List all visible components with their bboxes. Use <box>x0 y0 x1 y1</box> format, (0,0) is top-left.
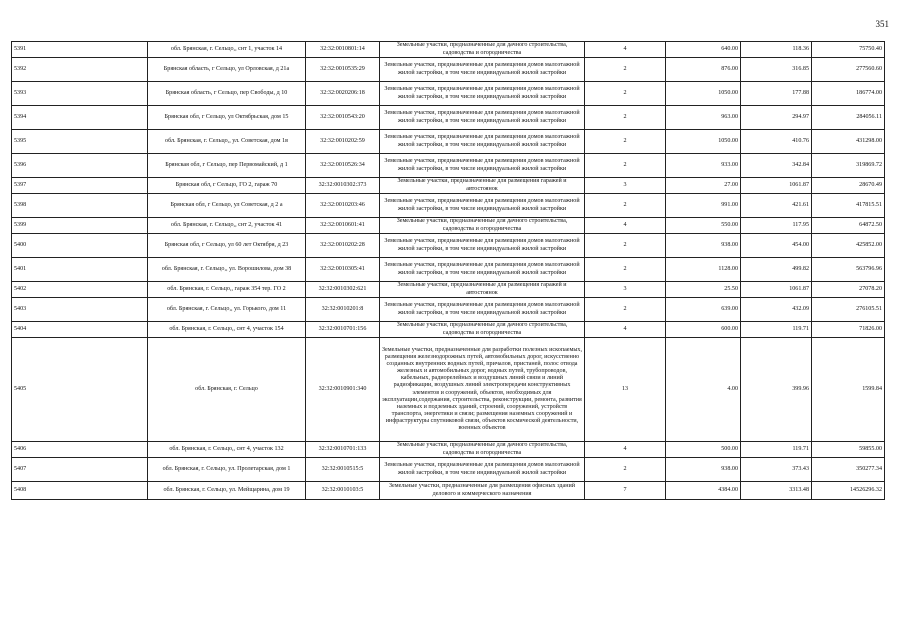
specific-value-cell: 454.00 <box>741 234 812 258</box>
specific-value-cell: 119.71 <box>741 442 812 458</box>
group-code-cell: 4 <box>585 42 666 58</box>
area-cell: 25.50 <box>666 282 741 298</box>
land-use-cell: Земельные участки, предназначенные для разработки полезных ископаемых, размещения железнодорожных путей, автомобильных дорог, искусственно созданных внутренних водных путей, причалов, пристаней, полос отвода железных и автомобильных дорог, водных путей, трубопроводов, кабельных, радиорелейных и воздушных линий связи и линий радиофикации, воздушных линий электропередачи конструктивных элементов и сооружений, объектов, необходимых для эксплуатации,содержания, строительства, реконструкции, ремонта, развития наземных и подземных зданий, строений, сооружений, устройств транспорта, энергетики и связи; размещения наземных сооружений и инфраструктуры спутниковой связи, объектов космической деятельности, военных объектов <box>380 338 585 442</box>
land-use-cell: Земельные участки, предназначенные для дачного строительства, садоводства и огородничества <box>380 218 585 234</box>
area-cell: 938.00 <box>666 234 741 258</box>
address-cell: обл. Брянская, г. Сельцо,, снт 4, участок 132 <box>148 442 306 458</box>
specific-value-cell: 316.85 <box>741 58 812 82</box>
land-use-cell: Земельные участки, предназначенные для размещения домов малоэтажной жилой застройки, в том числе индивидуальной жилой застройки <box>380 130 585 154</box>
row-number-cell: 5408 <box>12 482 148 500</box>
table-body <box>12 42 885 500</box>
specific-value-cell: 177.88 <box>741 82 812 106</box>
table-row <box>12 482 885 500</box>
land-use-cell: Земельные участки, предназначенные для размещения домов малоэтажной жилой застройки, в том числе индивидуальной жилой застройки <box>380 194 585 218</box>
address-cell: Брянская область, г Сельцо, ул Орловская, д 21а <box>148 58 306 82</box>
table-row <box>12 442 885 458</box>
specific-value-cell: 399.96 <box>741 338 812 442</box>
area-cell: 938.00 <box>666 458 741 482</box>
table-row <box>12 322 885 338</box>
area-cell: 933.00 <box>666 154 741 178</box>
cadastral-number-cell: 32:32:0010526:34 <box>306 154 380 178</box>
cadastral-value-cell: 64872.50 <box>812 218 885 234</box>
row-number-cell: 5391 <box>12 42 148 58</box>
table-row <box>12 282 885 298</box>
land-use-cell: Земельные участки, предназначенные для размещения домов малоэтажной жилой застройки, в том числе индивидуальной жилой застройки <box>380 106 585 130</box>
cadastral-value-cell: 425852.00 <box>812 234 885 258</box>
address-cell: обл. Брянская, г. Сельцо, ул. Мейщарина, дом 19 <box>148 482 306 500</box>
specific-value-cell: 432.09 <box>741 298 812 322</box>
address-cell: Брянская обл, г Сельцо, ул Октябрьская, дом 15 <box>148 106 306 130</box>
row-number-cell: 5395 <box>12 130 148 154</box>
cadastral-value-cell: 28670.49 <box>812 178 885 194</box>
cadastral-number-cell: 32:32:0020206:18 <box>306 82 380 106</box>
specific-value-cell: 421.61 <box>741 194 812 218</box>
land-use-cell: Земельные участки, предназначенные для размещения домов малоэтажной жилой застройки, в том числе индивидуальной жилой застройки <box>380 458 585 482</box>
area-cell: 600.00 <box>666 322 741 338</box>
group-code-cell: 2 <box>585 458 666 482</box>
cadastral-value-cell: 1599.84 <box>812 338 885 442</box>
group-code-cell: 13 <box>585 338 666 442</box>
cadastral-value-cell: 350277.34 <box>812 458 885 482</box>
row-number-cell: 5404 <box>12 322 148 338</box>
land-use-cell: Земельные участки, предназначенные для дачного строительства, садоводства и огородничества <box>380 322 585 338</box>
area-cell: 27.00 <box>666 178 741 194</box>
table-row <box>12 458 885 482</box>
group-code-cell: 2 <box>585 58 666 82</box>
cadastral-value-cell: 14526296.32 <box>812 482 885 500</box>
address-cell: обл. Брянская, г. Сельцо,, гараж 354 тер. ГО 2 <box>148 282 306 298</box>
land-use-cell: Земельные участки, предназначенные для дачного строительства, садоводства и огородничества <box>380 442 585 458</box>
row-number-cell: 5405 <box>12 338 148 442</box>
land-use-cell: Земельные участки, предназначенные для размещения домов малоэтажной жилой застройки, в том числе индивидуальной жилой застройки <box>380 82 585 106</box>
group-code-cell: 2 <box>585 258 666 282</box>
table-row <box>12 154 885 178</box>
group-code-cell: 2 <box>585 298 666 322</box>
group-code-cell: 2 <box>585 82 666 106</box>
row-number-cell: 5403 <box>12 298 148 322</box>
cadastral-value-cell: 277560.60 <box>812 58 885 82</box>
land-use-cell: Земельные участки, предназначенные для размещения офисных зданий делового и коммерческого назначения <box>380 482 585 500</box>
address-cell: Брянская обл, г Сельцо, ул 60 лет Октября, д 23 <box>148 234 306 258</box>
address-cell: обл. Брянская, г. Сельцо,, снт 2, участок 41 <box>148 218 306 234</box>
cadastral-number-cell: 32:32:0010601:41 <box>306 218 380 234</box>
cadastral-value-cell: 75750.40 <box>812 42 885 58</box>
cadastral-value-cell: 27078.20 <box>812 282 885 298</box>
table-row <box>12 130 885 154</box>
land-use-cell: Земельные участки, предназначенные для размещения гаражей и автостоянок <box>380 178 585 194</box>
specific-value-cell: 118.36 <box>741 42 812 58</box>
cadastral-value-cell: 276105.51 <box>812 298 885 322</box>
group-code-cell: 2 <box>585 194 666 218</box>
row-number-cell: 5400 <box>12 234 148 258</box>
cadastral-number-cell: 32:32:0010103:5 <box>306 482 380 500</box>
row-number-cell: 5396 <box>12 154 148 178</box>
area-cell: 1128.00 <box>666 258 741 282</box>
land-use-cell: Земельные участки, предназначенные для размещения гаражей и автостоянок <box>380 282 585 298</box>
address-cell: обл. Брянская, г. Сельцо,, ул. Советская, дом 1в <box>148 130 306 154</box>
cadastral-value-cell: 431298.00 <box>812 130 885 154</box>
area-cell: 1050.00 <box>666 130 741 154</box>
row-number-cell: 5393 <box>12 82 148 106</box>
cadastral-number-cell: 32:32:0010305:41 <box>306 258 380 282</box>
cadastral-number-cell: 32:32:0010515:5 <box>306 458 380 482</box>
land-use-cell: Земельные участки, предназначенные для размещения домов малоэтажной жилой застройки, в том числе индивидуальной жилой застройки <box>380 58 585 82</box>
area-cell: 640.00 <box>666 42 741 58</box>
table-row <box>12 58 885 82</box>
cadastral-value-cell: 71826.00 <box>812 322 885 338</box>
table-row <box>12 298 885 322</box>
table-row <box>12 178 885 194</box>
table-row <box>12 194 885 218</box>
cadastral-value-cell: 319869.72 <box>812 154 885 178</box>
group-code-cell: 4 <box>585 218 666 234</box>
area-cell: 991.00 <box>666 194 741 218</box>
row-number-cell: 5392 <box>12 58 148 82</box>
land-use-cell: Земельные участки, предназначенные для размещения домов малоэтажной жилой застройки, в том числе индивидуальной жилой застройки <box>380 234 585 258</box>
group-code-cell: 7 <box>585 482 666 500</box>
specific-value-cell: 410.76 <box>741 130 812 154</box>
cadastral-number-cell: 32:32:0010543:20 <box>306 106 380 130</box>
group-code-cell: 2 <box>585 234 666 258</box>
table-row <box>12 218 885 234</box>
row-number-cell: 5398 <box>12 194 148 218</box>
group-code-cell: 4 <box>585 322 666 338</box>
cadastral-value-cell: 186774.00 <box>812 82 885 106</box>
cadastral-number-cell: 32:32:0010535:29 <box>306 58 380 82</box>
cadastral-value-cell: 59855.00 <box>812 442 885 458</box>
group-code-cell: 4 <box>585 442 666 458</box>
land-use-cell: Земельные участки, предназначенные для размещения домов малоэтажной жилой застройки, в том числе индивидуальной жилой застройки <box>380 258 585 282</box>
land-use-cell: Земельные участки, предназначенные для размещения домов малоэтажной жилой застройки, в том числе индивидуальной жилой застройки <box>380 154 585 178</box>
cadastral-value-cell: 417815.51 <box>812 194 885 218</box>
cadastral-number-cell: 32:32:0010701:156 <box>306 322 380 338</box>
cadastral-number-cell: 32:32:0010701:133 <box>306 442 380 458</box>
page-number: 351 <box>875 19 889 29</box>
area-cell: 4384.00 <box>666 482 741 500</box>
table-row <box>12 42 885 58</box>
row-number-cell: 5397 <box>12 178 148 194</box>
area-cell: 876.00 <box>666 58 741 82</box>
address-cell: обл. Брянская, г. Сельцо,, снт 4, участок 154 <box>148 322 306 338</box>
table-row <box>12 338 885 442</box>
area-cell: 1050.00 <box>666 82 741 106</box>
area-cell: 639.00 <box>666 298 741 322</box>
specific-value-cell: 499.82 <box>741 258 812 282</box>
cadastral-number-cell: 32:32:0010302:373 <box>306 178 380 194</box>
cadastral-value-cell: 563796.96 <box>812 258 885 282</box>
area-cell: 500.00 <box>666 442 741 458</box>
address-cell: обл. Брянская, г. Сельцо <box>148 338 306 442</box>
area-cell: 4.00 <box>666 338 741 442</box>
specific-value-cell: 117.95 <box>741 218 812 234</box>
specific-value-cell: 342.84 <box>741 154 812 178</box>
specific-value-cell: 119.71 <box>741 322 812 338</box>
group-code-cell: 2 <box>585 106 666 130</box>
cadastral-number-cell: 32:32:0010302:621 <box>306 282 380 298</box>
address-cell: обл. Брянская, г. Сельцо,, снт 1, участок 14 <box>148 42 306 58</box>
row-number-cell: 5401 <box>12 258 148 282</box>
cadastral-value-table <box>11 41 885 500</box>
group-code-cell: 2 <box>585 154 666 178</box>
address-cell: Брянская обл, г Сельцо, пер Первомайский, д 1 <box>148 154 306 178</box>
address-cell: обл. Брянская, г. Сельцо,, ул. Ворошилова, дом 38 <box>148 258 306 282</box>
specific-value-cell: 1061.87 <box>741 178 812 194</box>
cadastral-number-cell: 32:32:0010203:46 <box>306 194 380 218</box>
specific-value-cell: 1061.87 <box>741 282 812 298</box>
cadastral-value-cell: 284056.11 <box>812 106 885 130</box>
row-number-cell: 5407 <box>12 458 148 482</box>
address-cell: Брянская область, г Сельцо, пер Свободы, д 10 <box>148 82 306 106</box>
cadastral-number-cell: 32:32:0010901:340 <box>306 338 380 442</box>
group-code-cell: 2 <box>585 130 666 154</box>
specific-value-cell: 3313.48 <box>741 482 812 500</box>
specific-value-cell: 294.97 <box>741 106 812 130</box>
row-number-cell: 5402 <box>12 282 148 298</box>
table-row <box>12 82 885 106</box>
cadastral-number-cell: 32:32:0010801:14 <box>306 42 380 58</box>
cadastral-number-cell: 32:32:0010201:8 <box>306 298 380 322</box>
address-cell: обл. Брянская, г. Сельцо, ул. Пролетарская, дом 1 <box>148 458 306 482</box>
table-row <box>12 234 885 258</box>
land-use-cell: Земельные участки, предназначенные для размещения домов малоэтажной жилой застройки, в том числе индивидуальной жилой застройки <box>380 298 585 322</box>
area-cell: 963.00 <box>666 106 741 130</box>
address-cell: Брянская обл, г Сельцо, ул Советская, д 2 а <box>148 194 306 218</box>
group-code-cell: 3 <box>585 282 666 298</box>
row-number-cell: 5394 <box>12 106 148 130</box>
address-cell: обл. Брянская, г. Сельцо,, ул. Горького, дом 11 <box>148 298 306 322</box>
address-cell: Брянская обл, г Сельцо, ГО 2, гараж 70 <box>148 178 306 194</box>
specific-value-cell: 373.43 <box>741 458 812 482</box>
cadastral-number-cell: 32:32:0010202:28 <box>306 234 380 258</box>
area-cell: 550.00 <box>666 218 741 234</box>
table-row <box>12 106 885 130</box>
land-use-cell: Земельные участки, предназначенные для дачного строительства, садоводства и огородничества <box>380 42 585 58</box>
cadastral-number-cell: 32:32:0010202:59 <box>306 130 380 154</box>
table-row <box>12 258 885 282</box>
group-code-cell: 3 <box>585 178 666 194</box>
row-number-cell: 5406 <box>12 442 148 458</box>
row-number-cell: 5399 <box>12 218 148 234</box>
